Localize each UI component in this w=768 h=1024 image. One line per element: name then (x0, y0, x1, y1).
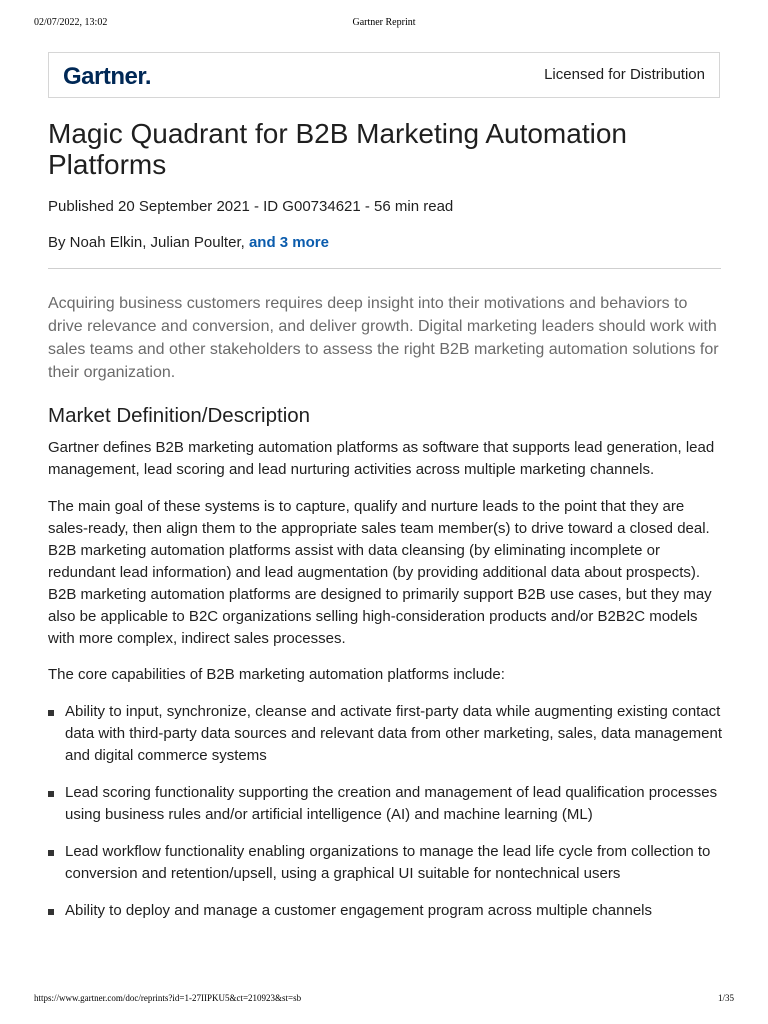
paragraph: The main goal of these systems is to capture, qualify and nurture leads to the point that they are sales-ready, then align them to the appropriate sales team member(s) to drive toward a closed deal. B2B marketing automation platforms assist with data cleansing (by eliminating incomplete or redundant lead information) and lead augmentation (by providing additional data about prospects). B2B marketing automation platforms are designed to primarily support B2B use cases, but they may also be applicable to B2C organizations selling high-consideration products and/or B2B2C models with more complex, indirect sales processes. (48, 498, 712, 647)
print-url: https://www.gartner.com/doc/reprints?id=1-27IIPKU5&ct=210923&st=sb (34, 993, 302, 1003)
list-item (48, 701, 724, 767)
page-title: Magic Quadrant for B2B Marketing Automation Platforms (48, 118, 627, 180)
paragraph: The core capabilities of B2B marketing automation platforms include: (48, 666, 505, 683)
page-number: 1/35 (717, 993, 734, 1003)
divider (48, 268, 721, 269)
paragraph: Gartner defines B2B marketing automation platforms as software that supports lead generation, lead management, lead scoring and lead nurturing activities across multiple marketing channels. (48, 439, 715, 478)
summary-text: Acquiring business customers requires deep insight into their motivations and behaviors to drive relevance and conversion, and deliver growth. Digital marketing leaders should work with sales teams and other stakeholders to assess the right B2B marketing automation solutions for their organization. (48, 295, 719, 381)
gartner-logo[interactable]: Gartner. (63, 63, 152, 90)
authors-line (48, 234, 329, 251)
list-item-text: Lead workflow functionality enabling organizations to manage the lead life cycle from collection to conversion and retention/upsell, using a graphical UI suitable for nontechnical users (65, 843, 711, 882)
bullet-icon (48, 850, 54, 856)
list-item (48, 782, 724, 826)
publish-meta: Published 20 September 2021 - ID G00734621 - 56 min read (48, 198, 454, 215)
authors-names: By Noah Elkin, Julian Poulter, (48, 234, 249, 251)
list-item (48, 900, 724, 922)
list-item-text: Ability to deploy and manage a customer engagement program across multiple channels (65, 902, 652, 919)
section-heading: Market Definition/Description (48, 404, 311, 427)
bullet-icon (48, 909, 54, 915)
list-item (48, 841, 724, 885)
license-label: Licensed for Distribution (544, 66, 705, 83)
print-title: Gartner Reprint (352, 17, 416, 28)
brand-bar (48, 52, 720, 98)
more-authors-link[interactable]: and 3 more (248, 234, 329, 251)
print-datetime: 02/07/2022, 13:02 (34, 17, 108, 28)
bullet-icon (48, 710, 54, 716)
capabilities-list (48, 701, 724, 937)
bullet-icon (48, 791, 54, 797)
list-item-text: Lead scoring functionality supporting the creation and management of lead qualification processes using business rules and/or artificial intelligence (AI) and machine learning (ML) (65, 784, 718, 823)
list-item-text: Ability to input, synchronize, cleanse and activate first-party data while augmenting existing contact data with third-party data sources and relevant data from other marketing, sales, data management and digital commerce systems (65, 703, 723, 764)
